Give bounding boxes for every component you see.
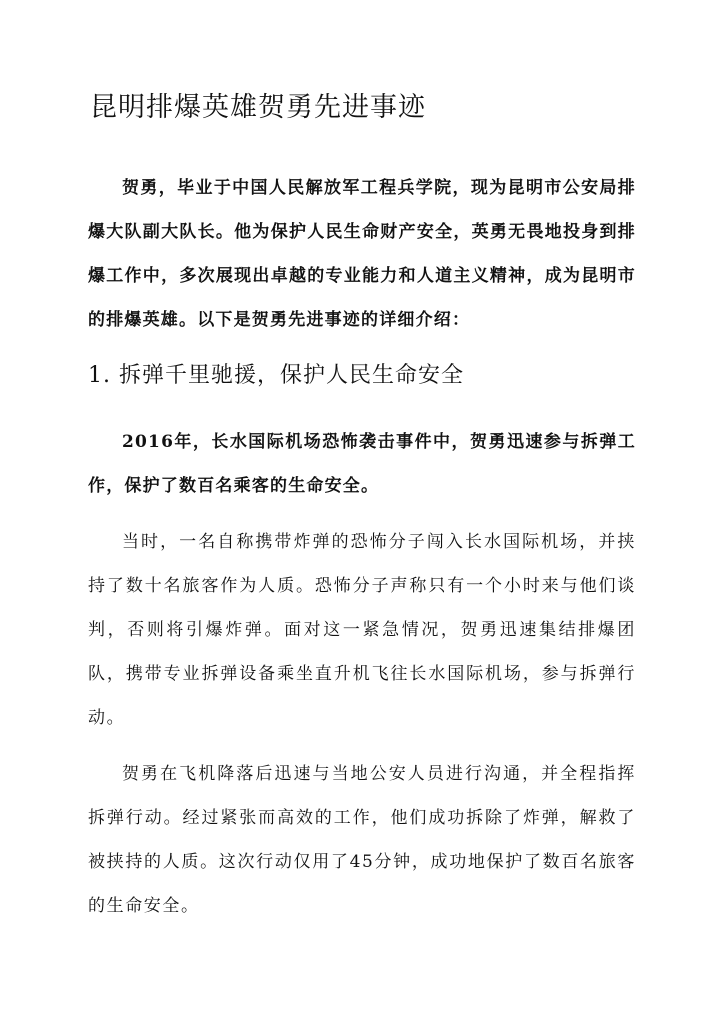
section-heading: 1. 拆弹千里驰援，保护人民生命安全 xyxy=(88,363,464,388)
body-paragraph-2: 贺勇在飞机降落后迅速与当地公安人员进行沟通，并全程指挥拆弹行动。经过紧张而高效的工作，他们成功拆除了炸弹，解救了被挟持的人质。这次行动仅用了45分钟，成功地保护了数百名旅客的生命安全。 xyxy=(88,764,636,916)
body-paragraph-1: 当时，一名自称携带炸弹的恐怖分子闯入长水国际机场，并挟持了数十名旅客作为人质。恐怖分子声称只有一个小时来与他们谈判，否则将引爆炸弹。面对这一紧急情况，贺勇迅速集结排爆团队，携带专业拆弹设备乘坐直升机飞往长水国际机场，参与拆弹行动。 xyxy=(88,532,636,728)
intro-paragraph: 贺勇，毕业于中国人民解放军工程兵学院，现为昆明市公安局排爆大队副大队长。他为保护人民生命财产安全，英勇无畏地投身到排爆工作中，多次展现出卓越的专业能力和人道主义精神，成为昆明市的排爆英雄。以下是贺勇先进事迹的详细介绍： xyxy=(88,178,636,330)
section-summary-paragraph: 2016年，长水国际机场恐怖袭击事件中，贺勇迅速参与拆弹工作，保护了数百名乘客的生命安全。 xyxy=(88,432,636,496)
page-title: 昆明排爆英雄贺勇先进事迹 xyxy=(90,92,426,123)
